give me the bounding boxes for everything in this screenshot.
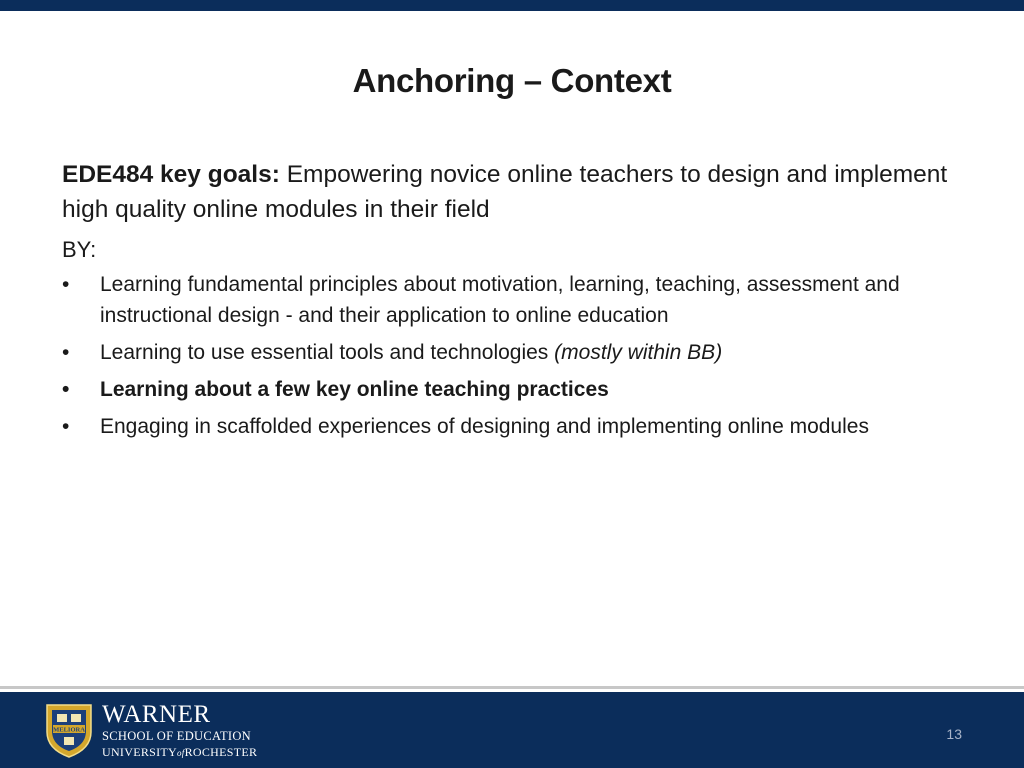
bullet-icon: • bbox=[62, 378, 70, 401]
logo-warner: WARNER bbox=[102, 701, 211, 728]
footer-bar bbox=[0, 692, 1024, 768]
bullet-italic-note: (mostly within BB) bbox=[554, 341, 723, 364]
intro-text: Empowering novice online teachers to design and implement high quality online modules in their field bbox=[62, 161, 948, 223]
slide-body bbox=[62, 157, 982, 448]
bullet-text: Learning to use essential tools and technologies bbox=[100, 341, 555, 364]
bullet-icon: • bbox=[62, 415, 70, 438]
bullet-icon: • bbox=[62, 273, 70, 296]
logo-university-word: UNIVERSITY bbox=[102, 745, 177, 759]
logo-rochester-word: ROCHESTER bbox=[184, 745, 258, 759]
warner-logo bbox=[102, 702, 257, 761]
bullet-icon: • bbox=[62, 341, 70, 364]
bullet-item bbox=[62, 269, 982, 331]
top-accent-bar bbox=[0, 0, 1024, 11]
logo-university bbox=[102, 744, 257, 761]
bullet-text: Learning about a few key online teaching practices bbox=[100, 378, 609, 401]
by-label: BY: bbox=[62, 237, 97, 262]
bullet-text: Engaging in scaffolded experiences of designing and implementing online modules bbox=[100, 415, 869, 438]
bullet-item bbox=[62, 337, 982, 368]
intro-paragraph bbox=[62, 157, 982, 227]
logo-school-of-education: SCHOOL OF EDUCATION bbox=[102, 729, 251, 743]
university-shield-icon bbox=[44, 702, 94, 758]
slide-title: Anchoring – Context bbox=[352, 62, 672, 99]
intro-lead: EDE484 key goals: bbox=[62, 161, 280, 188]
bullet-item bbox=[62, 411, 982, 442]
bullet-text: Learning fundamental principles about motivation, learning, teaching, assessment and instructional design - and their application to online education bbox=[100, 273, 900, 327]
logo-of-word: of bbox=[177, 748, 185, 758]
bullet-list bbox=[62, 269, 982, 442]
page-number: 13 bbox=[946, 726, 962, 742]
shield-motto: MELIORA bbox=[53, 726, 85, 734]
footer-divider bbox=[0, 686, 1024, 689]
bullet-item bbox=[62, 374, 982, 405]
